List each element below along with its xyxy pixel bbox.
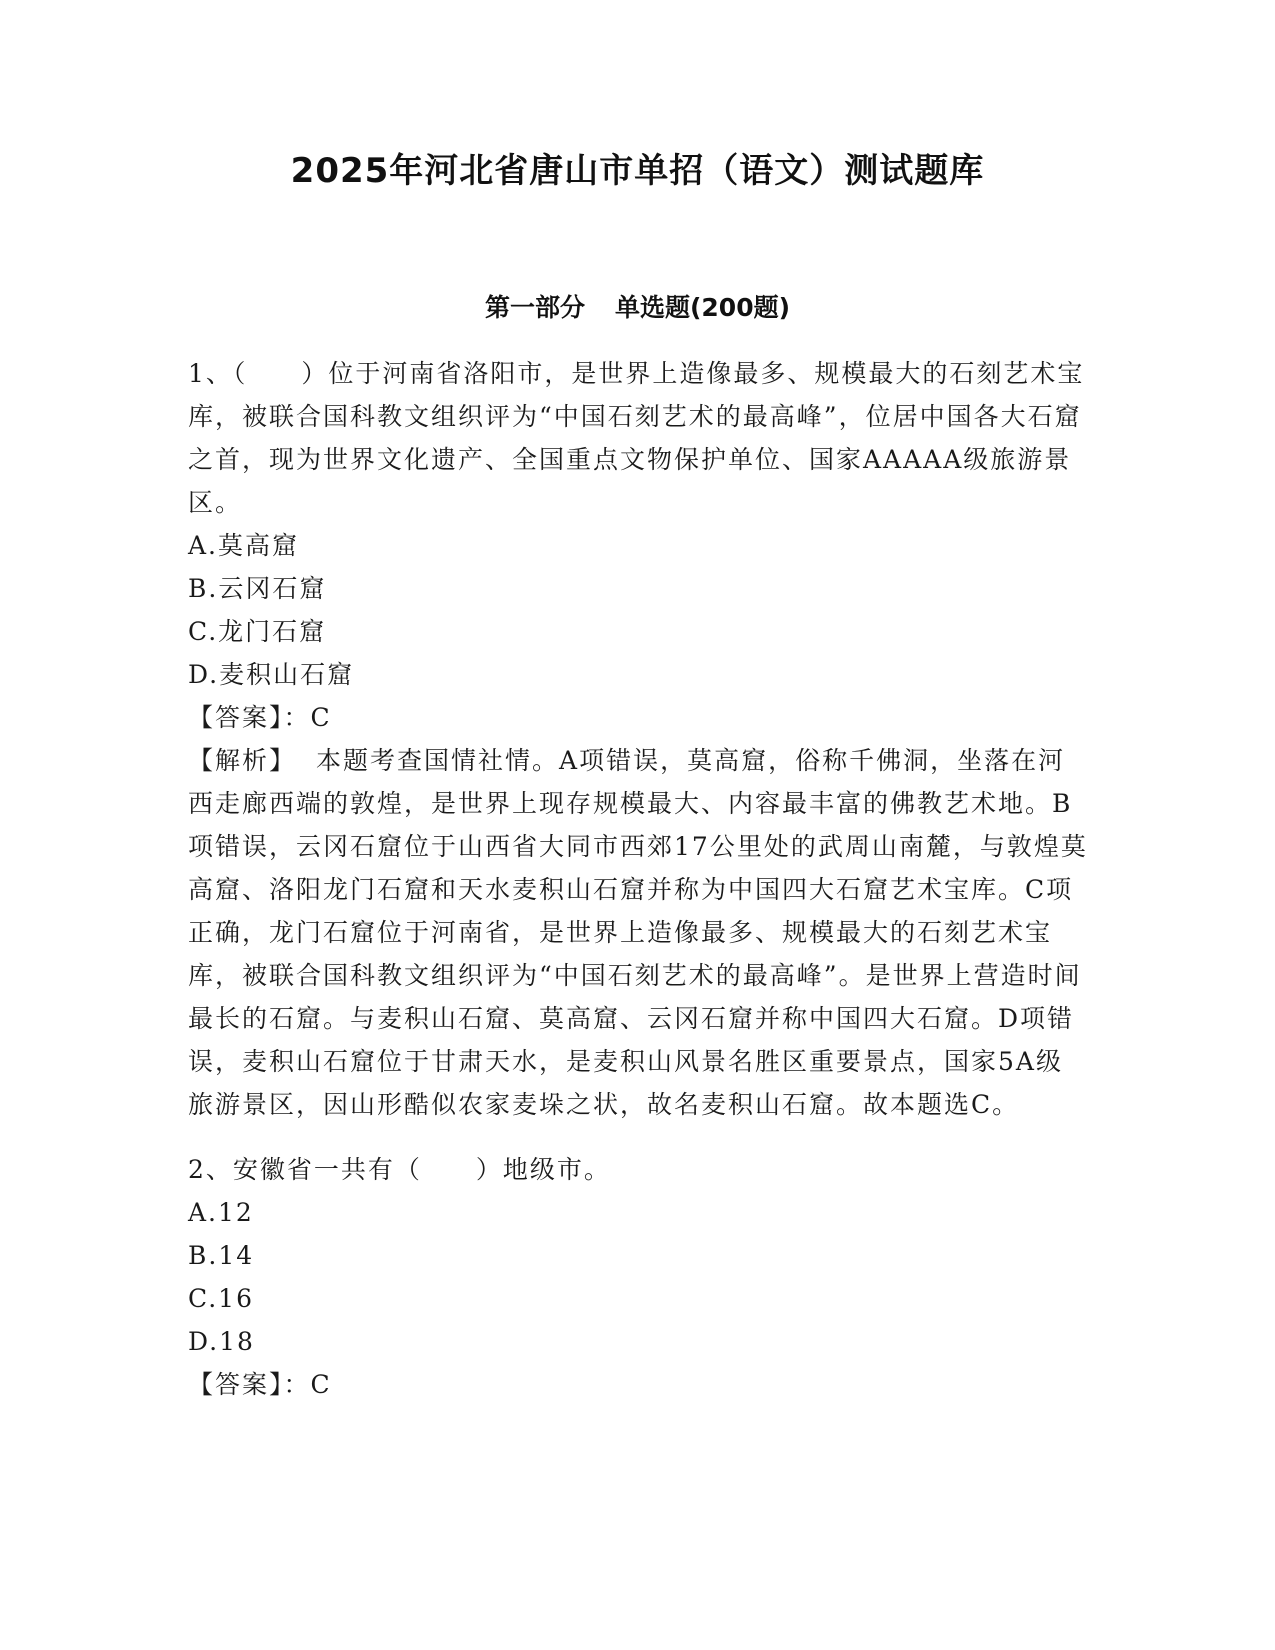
answer-label: 【答案】： [188,703,311,732]
answer-value: C [310,703,332,732]
section-part: 第一部分 [484,293,585,322]
question-2 [188,1148,1088,1406]
answer-value: C [310,1370,332,1399]
explanation-label: 【解析】 [188,746,297,775]
option-c: C.龙门石窟 [188,617,327,646]
option-b: B.14 [188,1241,255,1270]
document-title: 2025年河北省唐山市单招（语文）测试题库 [290,151,985,191]
option-d: D.18 [188,1327,255,1356]
option-d: D.麦积山石窟 [188,660,355,689]
section-title [0,290,1275,326]
answer-line [188,1363,1088,1406]
answer-line [188,696,1088,739]
question-1 [188,352,1088,1126]
option-c: C.16 [188,1284,254,1313]
question-stem: 2、安徽省一共有（ ）地级市。 [188,1155,611,1184]
explanation-text: 本题考查国情社情。A项错误，莫高窟，俗称千佛洞，坐落在河西走廊西端的敦煌，是世界上现存规模最大、内容最丰富的佛教艺术地。B项错误，云冈石窟位于山西省大同市西郊17公里处的武周山南麓，与敦煌莫高窟、洛阳龙门石窟和天水麦积山石窟并称为中国四大石窟艺术宝库。C项正确，龙门石窟位于河南省，是世界上造像最多、规模最大的石刻艺术宝库，被联合国科教文组织评为“中国石刻艺术的最高峰”。是世界上营造时间最长的石窟。与麦积山石窟、莫高窟、云冈石窟并称中国四大石窟。D项错误，麦积山石窟位于甘肃天水，是麦积山风景名胜区重要景点，国家5A级旅游景区，因山形酷似农家麦垛之状，故名麦积山石窟。故本题选C。 [188,746,1088,1119]
option-a: A.莫高窟 [188,531,300,560]
answer-label: 【答案】： [188,1370,311,1399]
option-b: B.云冈石窟 [188,574,327,603]
question-stem: 1、（ ）位于河南省洛阳市，是世界上造像最多、规模最大的石刻艺术宝库，被联合国科教文组织评为“中国石刻艺术的最高峰”，位居中国各大石窟之首，现为世界文化遗产、全国重点文物保护单位、国家AAAAA级旅游景区。 [188,359,1085,517]
question-list [188,352,1088,1406]
option-a: A.12 [188,1198,254,1227]
explanation [188,739,1088,1126]
section-name: 单选题(200题) [614,293,791,322]
